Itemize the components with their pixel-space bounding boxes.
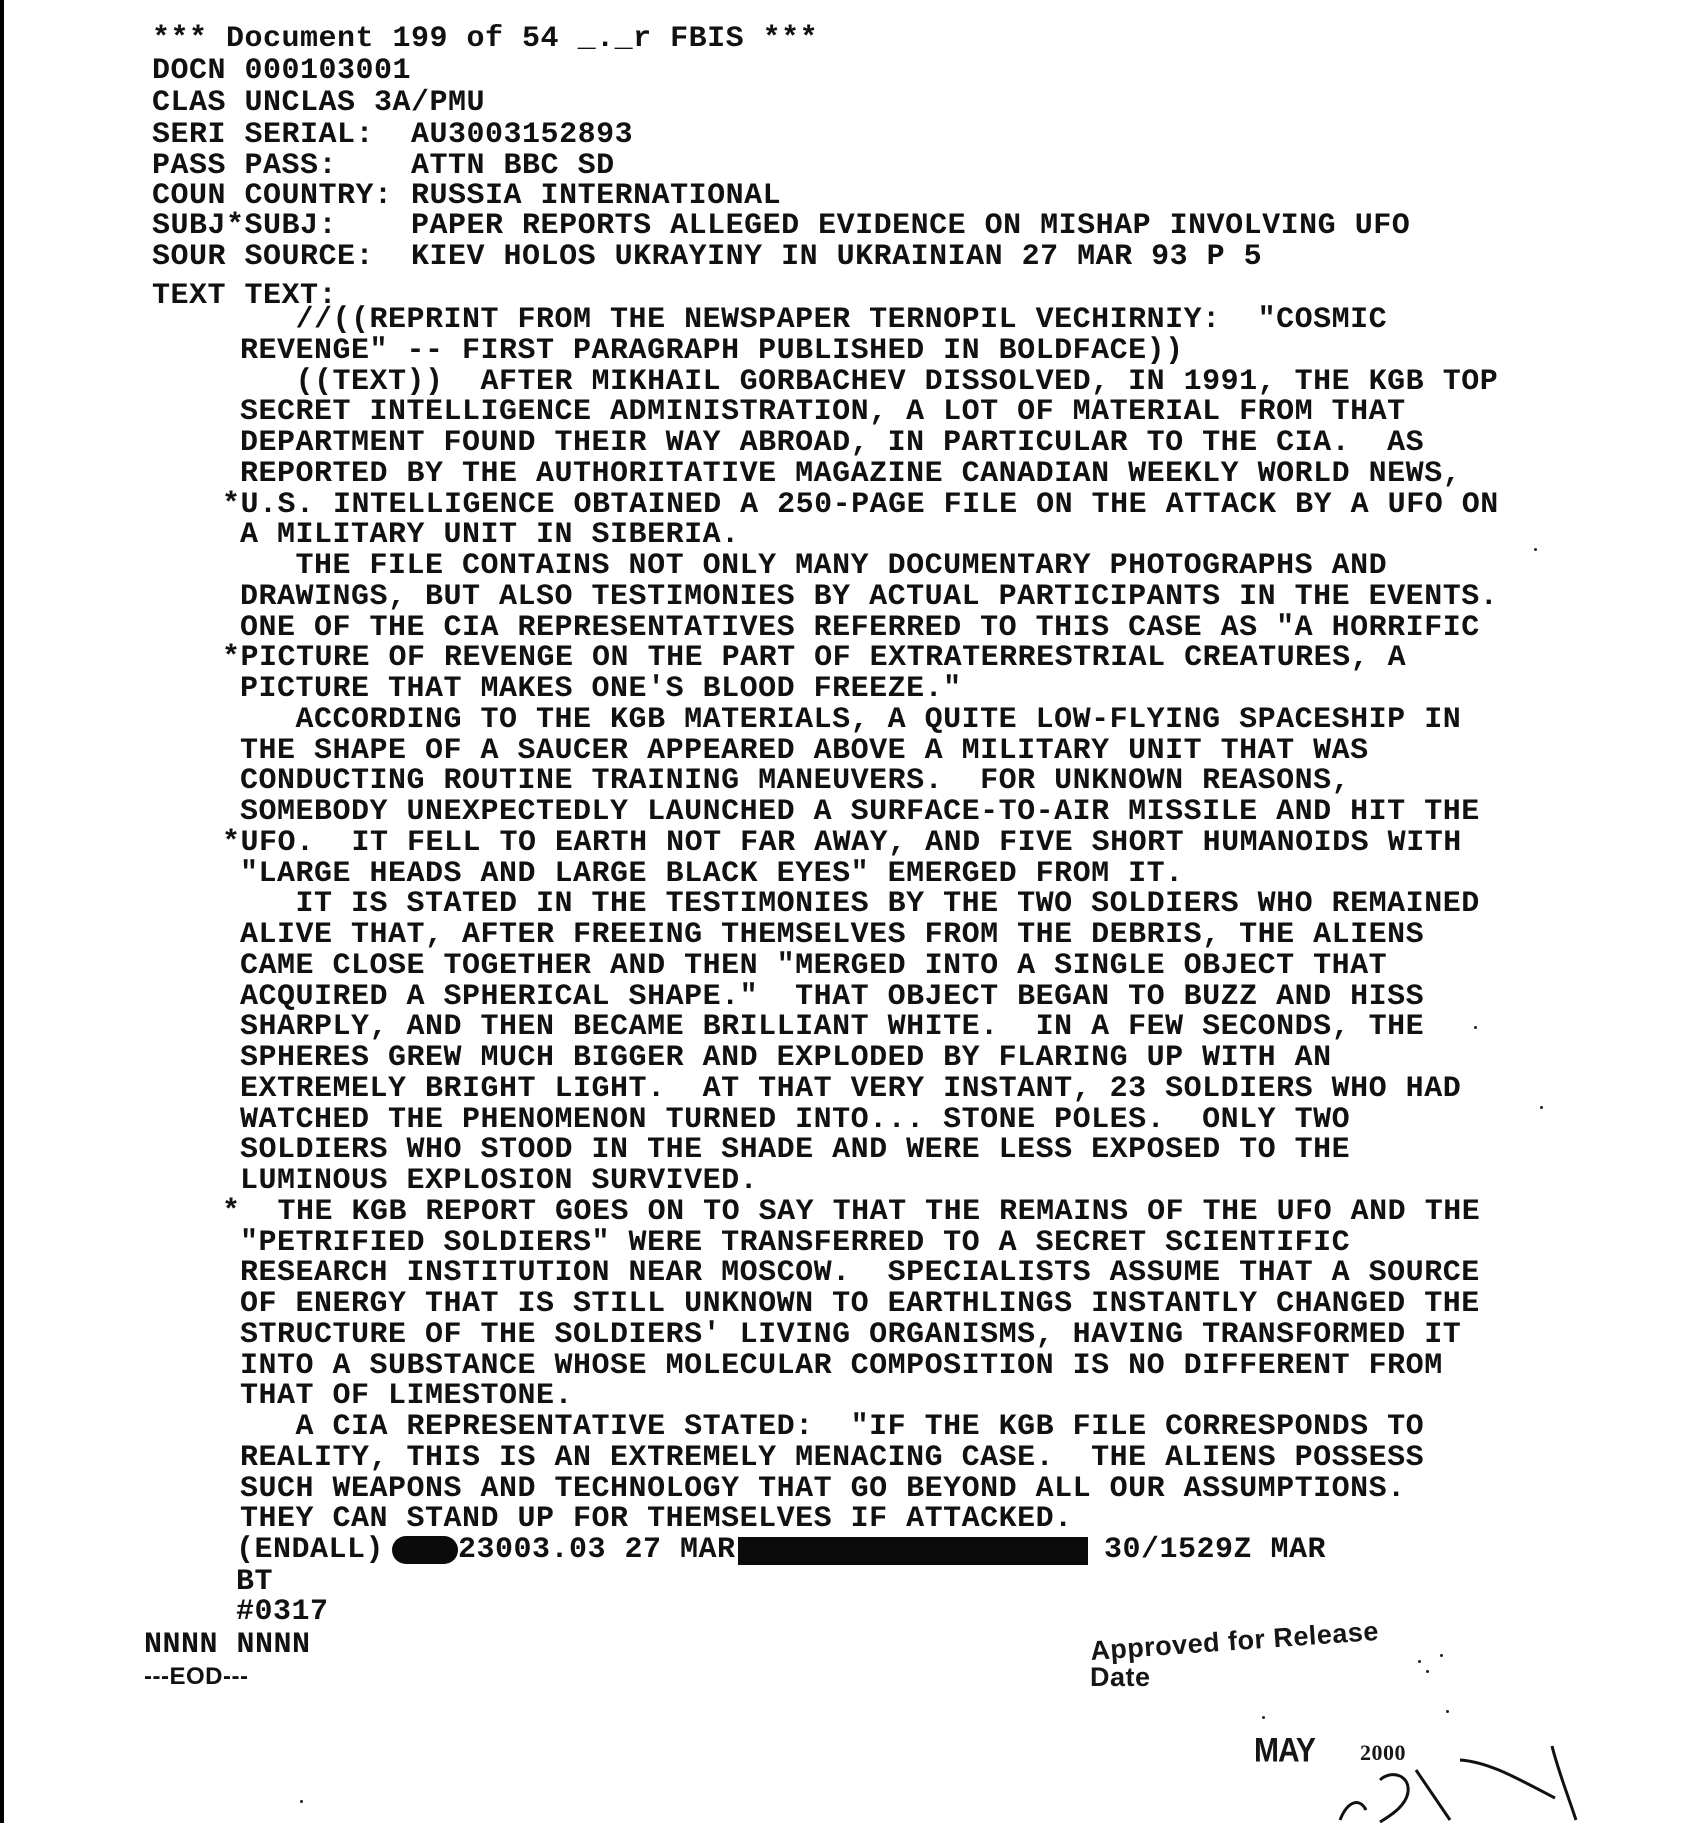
article-line: CAME CLOSE TOGETHER AND THEN "MERGED INTO A SINGLE OBJECT THAT	[240, 949, 1388, 983]
article-line: SUCH WEAPONS AND TECHNOLOGY THAT GO BEYOND ALL OUR ASSUMPTIONS.	[240, 1472, 1406, 1506]
article-line: WATCHED THE PHENOMENON TURNED INTO... STONE POLES. ONLY TWO	[240, 1103, 1351, 1137]
article-line: ACQUIRED A SPHERICAL SHAPE." THAT OBJECT BEGAN TO BUZZ AND HISS	[240, 980, 1425, 1014]
subject-field: SUBJ*SUBJ: PAPER REPORTS ALLEGED EVIDENCE ON MISHAP INVOLVING UFO	[152, 209, 1411, 243]
document-index-line: *** Document 199 of 54 _._r FBIS ***	[152, 22, 819, 56]
endall-reference: 23003.03 27 MAR	[458, 1533, 736, 1567]
article-line: LUMINOUS EXPLOSION SURVIVED.	[240, 1164, 759, 1198]
scan-speck	[1446, 1710, 1449, 1713]
article-line: SOMEBODY UNEXPECTEDLY LAUNCHED A SURFACE-TO-AIR MISSILE AND HIT THE	[240, 795, 1480, 829]
article-line: DRAWINGS, BUT ALSO TESTIMONIES BY ACTUAL PARTICIPANTS IN THE EVENTS.	[240, 580, 1499, 614]
message-number: #0317	[236, 1595, 329, 1629]
article-line: SOLDIERS WHO STOOD IN THE SHADE AND WERE LESS EXPOSED TO THE	[240, 1133, 1351, 1167]
redaction-bar	[392, 1536, 458, 1564]
article-line: ACCORDING TO THE KGB MATERIALS, A QUITE LOW-FLYING SPACESHIP IN	[240, 703, 1462, 737]
article-line: SPHERES GREW MUCH BIGGER AND EXPLODED BY FLARING UP WITH AN	[240, 1041, 1332, 1075]
article-line: THE FILE CONTAINS NOT ONLY MANY DOCUMENTARY PHOTOGRAPHS AND	[240, 549, 1388, 583]
source-field: SOUR SOURCE: KIEV HOLOS UKRAYINY IN UKRAINIAN 27 MAR 93 P 5	[152, 240, 1263, 274]
article-line: //((REPRINT FROM THE NEWSPAPER TERNOPIL VECHIRNIY: "COSMIC	[240, 303, 1388, 337]
endall-time: 30/1529Z MAR	[1104, 1533, 1327, 1567]
article-line: SHARPLY, AND THEN BECAME BRILLIANT WHITE. IN A FEW SECONDS, THE	[240, 1010, 1425, 1044]
scan-speck	[300, 1800, 303, 1803]
article-line: "PETRIFIED SOLDIERS" WERE TRANSFERRED TO A SECRET SCIENTIFIC	[240, 1226, 1351, 1260]
article-line: RESEARCH INSTITUTION NEAR MOSCOW. SPECIALISTS ASSUME THAT A SOURCE	[240, 1256, 1480, 1290]
scan-speck	[1440, 1654, 1443, 1657]
endall-prefix: (ENDALL)	[236, 1533, 385, 1567]
article-line: A CIA REPRESENTATIVE STATED: "IF THE KGB FILE CORRESPONDS TO	[240, 1410, 1425, 1444]
article-line: REALITY, THIS IS AN EXTREMELY MENACING CASE. THE ALIENS POSSESS	[240, 1441, 1425, 1475]
scan-speck	[1418, 1660, 1421, 1663]
scan-speck	[1262, 1716, 1265, 1719]
scan-speck	[1474, 1026, 1477, 1029]
article-line: THAT OF LIMESTONE.	[240, 1379, 574, 1413]
seri-field: SERI SERIAL: AU3003152893	[152, 118, 634, 152]
article-line: STRUCTURE OF THE SOLDIERS' LIVING ORGANISMS, HAVING TRANSFORMED IT	[240, 1318, 1462, 1352]
article-line: ONE OF THE CIA REPRESENTATIVES REFERRED TO THIS CASE AS "A HORRIFIC	[240, 611, 1480, 645]
article-line: *U.S. INTELLIGENCE OBTAINED A 250-PAGE FILE ON THE ATTACK BY A UFO ON	[222, 488, 1499, 522]
article-line: IT IS STATED IN THE TESTIMONIES BY THE TWO SOLDIERS WHO REMAINED	[240, 887, 1480, 921]
scan-speck	[1540, 1106, 1543, 1109]
article-line: PICTURE THAT MAKES ONE'S BLOOD FREEZE."	[240, 672, 962, 706]
release-date-label: Date	[1090, 1662, 1151, 1692]
scan-speck	[1426, 1670, 1429, 1673]
release-month: MAY	[1254, 1731, 1315, 1770]
article-line: REVENGE" -- FIRST PARAGRAPH PUBLISHED IN BOLDFACE))	[240, 334, 1184, 368]
article-line: "LARGE HEADS AND LARGE BLACK EYES" EMERGED FROM IT.	[240, 857, 1184, 891]
approved-for-release-stamp: Approved for Release	[1089, 1615, 1380, 1667]
article-line: INTO A SUBSTANCE WHOSE MOLECULAR COMPOSITION IS NO DIFFERENT FROM	[240, 1349, 1443, 1383]
page-edge	[0, 0, 4, 1823]
article-line: EXTREMELY BRIGHT LIGHT. AT THAT VERY INSTANT, 23 SOLDIERS WHO HAD	[240, 1072, 1462, 1106]
clas-field: CLAS UNCLAS 3A/PMU	[152, 86, 486, 120]
article-line: THE SHAPE OF A SAUCER APPEARED ABOVE A MILITARY UNIT THAT WAS	[240, 734, 1369, 768]
article-line: REPORTED BY THE AUTHORITATIVE MAGAZINE CANADIAN WEEKLY WORLD NEWS,	[240, 457, 1462, 491]
handwritten-mark	[1320, 1740, 1580, 1823]
article-line: *PICTURE OF REVENGE ON THE PART OF EXTRATERRESTRIAL CREATURES, A	[222, 641, 1407, 675]
release-year: 2000	[1360, 1740, 1406, 1765]
scan-speck	[1534, 548, 1537, 551]
article-line: *UFO. IT FELL TO EARTH NOT FAR AWAY, AND FIVE SHORT HUMANOIDS WITH	[222, 826, 1462, 860]
docn-field: DOCN 000103001	[152, 54, 412, 88]
redaction-bar	[738, 1537, 1088, 1565]
text-field-label: TEXT TEXT:	[152, 279, 338, 313]
article-line: CONDUCTING ROUTINE TRAINING MANEUVERS. FOR UNKNOWN REASONS,	[240, 764, 1351, 798]
article-line: ((TEXT)) AFTER MIKHAIL GORBACHEV DISSOLVED, IN 1991, THE KGB TOP	[240, 365, 1499, 399]
end-of-document: ---EOD---	[144, 1663, 249, 1690]
article-line: DEPARTMENT FOUND THEIR WAY ABROAD, IN PARTICULAR TO THE CIA. AS	[240, 426, 1425, 460]
country-field: COUN COUNTRY: RUSSIA INTERNATIONAL	[152, 179, 782, 213]
article-line: A MILITARY UNIT IN SIBERIA.	[240, 518, 740, 552]
nnnn-marker: NNNN NNNN	[144, 1628, 311, 1662]
article-line: ALIVE THAT, AFTER FREEING THEMSELVES FROM THE DEBRIS, THE ALIENS	[240, 918, 1425, 952]
article-line: THEY CAN STAND UP FOR THEMSELVES IF ATTACKED.	[240, 1502, 1073, 1536]
pass-field: PASS PASS: ATTN BBC SD	[152, 149, 615, 183]
article-line: * THE KGB REPORT GOES ON TO SAY THAT THE REMAINS OF THE UFO AND THE	[222, 1195, 1481, 1229]
article-line: OF ENERGY THAT IS STILL UNKNOWN TO EARTHLINGS INSTANTLY CHANGED THE	[240, 1287, 1480, 1321]
article-line: SECRET INTELLIGENCE ADMINISTRATION, A LOT OF MATERIAL FROM THAT	[240, 395, 1406, 429]
bt-marker: BT	[236, 1565, 274, 1599]
